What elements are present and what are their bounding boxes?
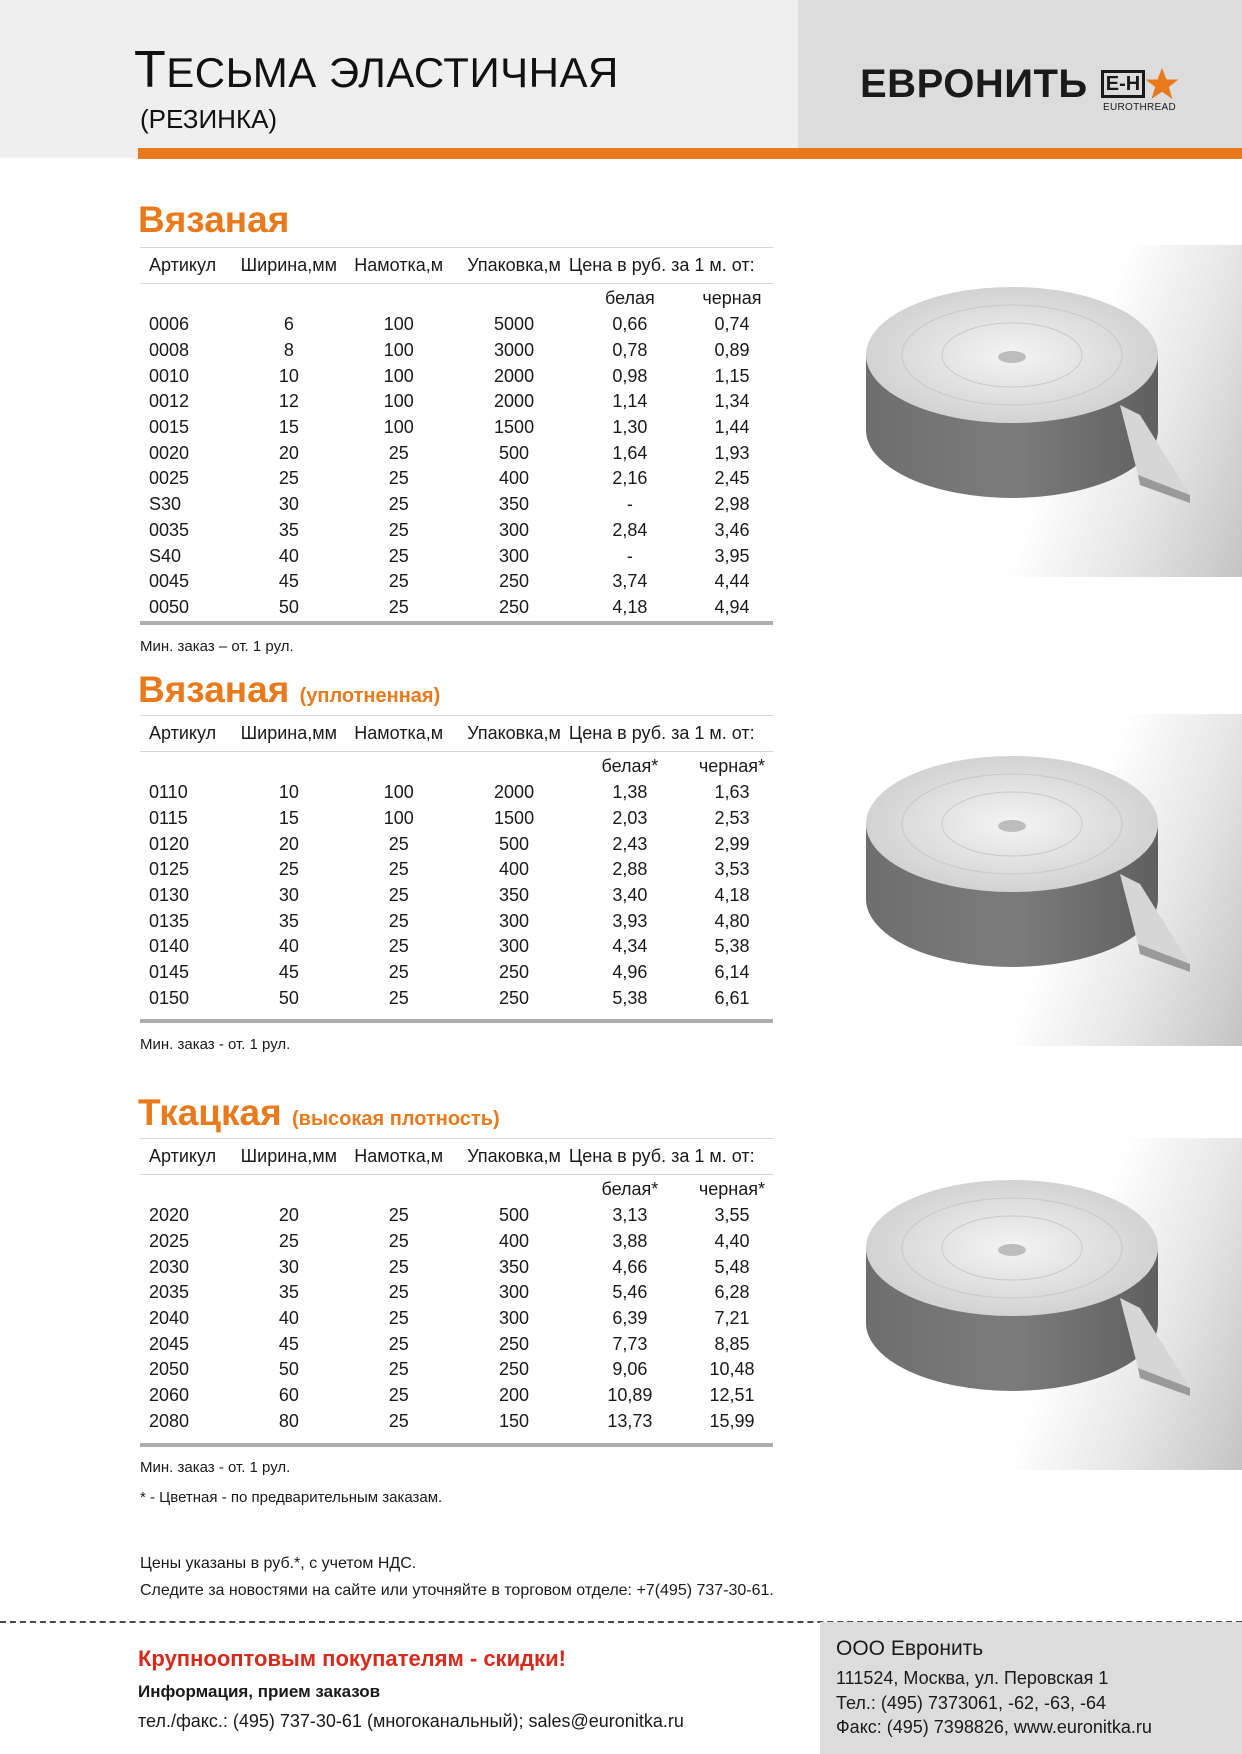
col-article: Артикул bbox=[140, 248, 239, 284]
cell-pack: 250 bbox=[499, 571, 530, 592]
cell-article: 0120 bbox=[149, 833, 190, 854]
star-icon bbox=[1144, 66, 1180, 102]
cell-price-black: 5,38 bbox=[714, 936, 750, 957]
cell-article: 2045 bbox=[149, 1333, 190, 1354]
elastic-roll-icon bbox=[798, 245, 1242, 577]
page-title-rest: ЕСЬМА ЭЛАСТИЧНАЯ bbox=[166, 49, 619, 96]
table-row bbox=[140, 312, 773, 338]
cell-price-white: 2,16 bbox=[612, 468, 648, 489]
section-title-text: Вязаная bbox=[138, 669, 290, 710]
price-table-woven bbox=[140, 1138, 773, 1434]
cell-winding: 25 bbox=[388, 833, 409, 854]
cell-pack: 400 bbox=[499, 1231, 530, 1252]
cell-article: 0035 bbox=[149, 519, 190, 540]
elastic-roll-photo bbox=[798, 1138, 1242, 1470]
cell-price-white: 3,93 bbox=[612, 910, 648, 931]
cell-pack: 200 bbox=[499, 1385, 530, 1406]
cell-pack: 300 bbox=[499, 519, 530, 540]
cell-width: 45 bbox=[278, 571, 299, 592]
prices-vat-note: Цены указаны в руб.*, с учетом НДС. bbox=[140, 1555, 417, 1572]
cell-pack: 300 bbox=[499, 1282, 530, 1303]
table-row bbox=[140, 986, 773, 1012]
table-header-row bbox=[140, 248, 773, 284]
cell-pack: 2000 bbox=[494, 782, 535, 803]
cell-price-black: 10,48 bbox=[709, 1359, 755, 1380]
cell-article: S30 bbox=[149, 494, 182, 515]
cell-winding: 100 bbox=[383, 782, 414, 803]
cell-width: 50 bbox=[278, 987, 299, 1008]
cell-pack: 300 bbox=[499, 545, 530, 566]
table-row bbox=[140, 440, 773, 466]
cell-pack: 500 bbox=[499, 442, 530, 463]
cell-width: 6 bbox=[283, 314, 294, 335]
table-row bbox=[140, 1357, 773, 1383]
cell-winding: 25 bbox=[388, 1231, 409, 1252]
cell-winding: 25 bbox=[388, 1410, 409, 1431]
cell-price-white: 5,38 bbox=[612, 987, 648, 1008]
cell-width: 30 bbox=[278, 1256, 299, 1277]
company-name: ООО Евронить bbox=[836, 1637, 984, 1660]
cell-article: 2040 bbox=[149, 1308, 190, 1329]
cell-price-white: 0,98 bbox=[612, 365, 648, 386]
price-table-knitted-dense bbox=[140, 715, 773, 1011]
cell-pack: 2000 bbox=[494, 391, 535, 412]
cell-pack: 1500 bbox=[494, 417, 535, 438]
cell-article: 0006 bbox=[149, 314, 190, 335]
cell-winding: 25 bbox=[388, 1359, 409, 1380]
cell-winding: 25 bbox=[388, 1282, 409, 1303]
cell-price-white: 1,30 bbox=[612, 417, 648, 438]
cell-width: 45 bbox=[278, 962, 299, 983]
col-price: Цена в руб. за 1 м. от: bbox=[569, 716, 773, 752]
cell-pack: 250 bbox=[499, 962, 530, 983]
cell-winding: 25 bbox=[388, 494, 409, 515]
cell-width: 35 bbox=[278, 1282, 299, 1303]
cell-article: 0012 bbox=[149, 391, 190, 412]
col-white: белая* bbox=[601, 1178, 659, 1199]
cell-price-white: 2,84 bbox=[612, 519, 648, 540]
cell-width: 30 bbox=[278, 885, 299, 906]
cell-article: 0045 bbox=[149, 571, 190, 592]
cell-pack: 150 bbox=[499, 1410, 530, 1431]
cell-winding: 100 bbox=[383, 314, 414, 335]
cell-width: 25 bbox=[278, 468, 299, 489]
cell-price-black: 6,61 bbox=[714, 987, 750, 1008]
cell-price-white: 3,13 bbox=[612, 1205, 648, 1226]
cell-width: 50 bbox=[278, 1359, 299, 1380]
col-price: Цена в руб. за 1 м. от: bbox=[569, 248, 773, 284]
elastic-roll-icon bbox=[798, 1138, 1242, 1470]
cell-price-white: 2,43 bbox=[612, 833, 648, 854]
cell-winding: 25 bbox=[388, 519, 409, 540]
cell-winding: 100 bbox=[383, 808, 414, 829]
cell-price-white: 1,14 bbox=[612, 391, 648, 412]
cell-price-white: 9,06 bbox=[612, 1359, 648, 1380]
cell-width: 80 bbox=[278, 1410, 299, 1431]
news-note: Следите за новостями на сайте или уточняйте в торговом отделе: +7(495) 737-30-61. bbox=[140, 1582, 774, 1599]
table-row bbox=[140, 1331, 773, 1357]
table-row bbox=[140, 1203, 773, 1229]
col-article: Артикул bbox=[140, 716, 239, 752]
cell-width: 20 bbox=[278, 442, 299, 463]
cell-pack: 350 bbox=[499, 494, 530, 515]
page-subtitle: (РЕЗИНКА) bbox=[140, 104, 278, 134]
elastic-roll-photo bbox=[798, 245, 1242, 577]
cell-width: 15 bbox=[278, 808, 299, 829]
cell-winding: 100 bbox=[383, 417, 414, 438]
cell-width: 20 bbox=[278, 833, 299, 854]
cell-price-black: 4,80 bbox=[714, 910, 750, 931]
cell-price-black: 1,63 bbox=[714, 782, 750, 803]
table-row bbox=[140, 934, 773, 960]
col-white: белая* bbox=[601, 755, 659, 776]
cell-width: 8 bbox=[283, 340, 294, 361]
col-pack: Упаковка,м bbox=[459, 1139, 569, 1175]
cell-pack: 350 bbox=[499, 1256, 530, 1277]
cell-price-black: 0,89 bbox=[714, 340, 750, 361]
table-row bbox=[140, 806, 773, 832]
table-row bbox=[140, 960, 773, 986]
cell-width: 50 bbox=[278, 596, 299, 617]
table-row bbox=[140, 389, 773, 415]
cell-price-black: 8,85 bbox=[714, 1333, 750, 1354]
cell-article: 0010 bbox=[149, 365, 190, 386]
col-black: черная* bbox=[698, 755, 766, 776]
cell-pack: 5000 bbox=[494, 314, 535, 335]
cell-pack: 1500 bbox=[494, 808, 535, 829]
cell-price-black: 6,14 bbox=[714, 962, 750, 983]
cell-price-black: 15,99 bbox=[709, 1410, 755, 1431]
contact-line: тел./факс.: (495) 737-30-61 (многоканальный); sales@euronitka.ru bbox=[138, 1711, 684, 1731]
table-row bbox=[140, 1229, 773, 1255]
cell-winding: 25 bbox=[388, 442, 409, 463]
cell-width: 35 bbox=[278, 519, 299, 540]
cell-price-white: 6,39 bbox=[612, 1308, 648, 1329]
min-order-note: Мин. заказ – от. 1 рул. bbox=[140, 638, 294, 655]
wholesale-promo: Крупнооптовым покупателям - скидки! bbox=[138, 1646, 566, 1671]
table-bottom-rule bbox=[140, 1019, 773, 1023]
cell-article: 0115 bbox=[149, 808, 188, 829]
col-pack: Упаковка,м bbox=[459, 248, 569, 284]
col-white: белая bbox=[605, 287, 655, 308]
cell-price-white: 3,88 bbox=[612, 1231, 648, 1252]
cell-price-black: 3,95 bbox=[714, 545, 750, 566]
company-address: 111524, Москва, ул. Перовская 1 bbox=[836, 1668, 1109, 1688]
cell-price-white: 7,73 bbox=[612, 1333, 648, 1354]
table-row bbox=[140, 831, 773, 857]
cell-width: 35 bbox=[278, 910, 299, 931]
cell-pack: 400 bbox=[499, 468, 530, 489]
cell-article: 0008 bbox=[149, 340, 190, 361]
cell-article: 0020 bbox=[149, 442, 190, 463]
cell-width: 30 bbox=[278, 494, 299, 515]
cell-winding: 25 bbox=[388, 468, 409, 489]
cell-pack: 3000 bbox=[494, 340, 535, 361]
cell-price-white: 2,88 bbox=[612, 859, 648, 880]
cell-article: 2060 bbox=[149, 1385, 190, 1406]
section-title-note: (уплотненная) bbox=[299, 685, 441, 707]
cell-pack: 250 bbox=[499, 596, 530, 617]
cell-price-white: 10,89 bbox=[607, 1385, 653, 1406]
table-row bbox=[140, 1254, 773, 1280]
cell-winding: 25 bbox=[388, 1205, 409, 1226]
cell-price-black: 1,44 bbox=[714, 417, 750, 438]
section-title-knitted-dense bbox=[138, 669, 440, 711]
cell-winding: 25 bbox=[388, 936, 409, 957]
cell-price-black: 7,21 bbox=[714, 1308, 750, 1329]
page-title-initial: Т bbox=[134, 41, 167, 99]
table-row bbox=[140, 415, 773, 441]
cell-price-white: 1,38 bbox=[612, 782, 648, 803]
cell-article: 0140 bbox=[149, 936, 190, 957]
col-winding: Намотка,м bbox=[338, 1139, 459, 1175]
col-article: Артикул bbox=[140, 1139, 239, 1175]
cell-winding: 25 bbox=[388, 962, 409, 983]
price-table-knitted bbox=[140, 247, 773, 620]
cell-article: 0125 bbox=[149, 859, 190, 880]
cell-width: 40 bbox=[278, 545, 299, 566]
cell-pack: 300 bbox=[499, 910, 530, 931]
cell-winding: 25 bbox=[388, 885, 409, 906]
section-title-text: Вязаная bbox=[138, 199, 290, 240]
elastic-roll-photo bbox=[798, 714, 1242, 1046]
cell-article: 2025 bbox=[149, 1231, 190, 1252]
cell-price-black: 4,40 bbox=[714, 1231, 750, 1252]
cell-winding: 25 bbox=[388, 1308, 409, 1329]
cell-price-white: 2,03 bbox=[612, 808, 648, 829]
col-winding: Намотка,м bbox=[338, 716, 459, 752]
table-header-row bbox=[140, 716, 773, 752]
cell-width: 25 bbox=[278, 859, 299, 880]
cell-article: 0135 bbox=[149, 910, 190, 931]
section-title-woven bbox=[138, 1092, 500, 1134]
col-width: Ширина,мм bbox=[239, 248, 338, 284]
cell-price-black: 1,34 bbox=[714, 391, 750, 412]
cell-pack: 250 bbox=[499, 1333, 530, 1354]
cell-width: 40 bbox=[278, 1308, 299, 1329]
cell-winding: 25 bbox=[388, 987, 409, 1008]
cell-price-white: 4,34 bbox=[612, 936, 648, 957]
table-row bbox=[140, 492, 773, 518]
cell-price-white: 13,73 bbox=[607, 1410, 653, 1431]
table-bottom-rule bbox=[140, 621, 773, 625]
cell-width: 15 bbox=[278, 417, 299, 438]
table-row bbox=[140, 1409, 773, 1435]
table-bottom-rule bbox=[140, 1443, 773, 1447]
cell-price-white: 1,64 bbox=[612, 442, 648, 463]
cell-article: 2080 bbox=[149, 1410, 190, 1431]
col-pack: Упаковка,м bbox=[459, 716, 569, 752]
cell-winding: 25 bbox=[388, 596, 409, 617]
cell-price-white: - bbox=[626, 545, 633, 566]
col-black: черная bbox=[702, 287, 762, 308]
cell-price-black: 4,94 bbox=[714, 596, 750, 617]
cell-price-black: 2,45 bbox=[714, 468, 750, 489]
cell-width: 40 bbox=[278, 936, 299, 957]
cell-width: 10 bbox=[278, 782, 299, 803]
cell-price-white: 4,96 bbox=[612, 962, 648, 983]
cell-article: 0130 bbox=[149, 885, 190, 906]
table-row bbox=[140, 518, 773, 544]
col-width: Ширина,мм bbox=[239, 716, 338, 752]
cell-pack: 250 bbox=[499, 1359, 530, 1380]
header-accent-bar bbox=[138, 148, 1242, 159]
table-header-row bbox=[140, 1139, 773, 1175]
table-subheader-row bbox=[140, 752, 773, 781]
cell-article: 2035 bbox=[149, 1282, 190, 1303]
cell-price-white: 4,18 bbox=[612, 596, 648, 617]
cell-winding: 25 bbox=[388, 859, 409, 880]
cell-price-black: 1,93 bbox=[714, 442, 750, 463]
cell-price-black: 2,98 bbox=[714, 494, 750, 515]
cell-article: 0145 bbox=[149, 962, 190, 983]
col-black: черная* bbox=[698, 1178, 766, 1199]
cell-article: 2030 bbox=[149, 1256, 190, 1277]
logo-subtext: EUROTHREAD bbox=[1103, 102, 1177, 113]
orders-info-label: Информация, прием заказов bbox=[138, 1682, 381, 1701]
color-order-note: * - Цветная - по предварительным заказам. bbox=[140, 1489, 443, 1506]
table-row bbox=[140, 908, 773, 934]
section-title-note: (высокая плотность) bbox=[292, 1108, 500, 1130]
cell-article: 0150 bbox=[149, 987, 190, 1008]
cell-winding: 100 bbox=[383, 340, 414, 361]
table-row bbox=[140, 1383, 773, 1409]
cell-winding: 25 bbox=[388, 1333, 409, 1354]
cell-price-black: 0,74 bbox=[714, 314, 750, 335]
table-row bbox=[140, 1306, 773, 1332]
cell-article: 0110 bbox=[149, 782, 188, 803]
page-title bbox=[134, 40, 619, 103]
col-width: Ширина,мм bbox=[239, 1139, 338, 1175]
table-row bbox=[140, 857, 773, 883]
cell-article: 0025 bbox=[149, 468, 190, 489]
cell-width: 12 bbox=[278, 391, 299, 412]
table-row bbox=[140, 780, 773, 806]
cell-article: 2050 bbox=[149, 1359, 190, 1380]
cell-pack: 400 bbox=[499, 859, 530, 880]
cell-width: 25 bbox=[278, 1231, 299, 1252]
cell-winding: 25 bbox=[388, 545, 409, 566]
cell-pack: 2000 bbox=[494, 365, 535, 386]
cell-price-black: 4,44 bbox=[714, 571, 750, 592]
cell-price-black: 2,53 bbox=[714, 808, 750, 829]
cell-winding: 25 bbox=[388, 910, 409, 931]
cell-winding: 25 bbox=[388, 1385, 409, 1406]
table-row bbox=[140, 543, 773, 569]
table-row bbox=[140, 363, 773, 389]
cell-price-white: 4,66 bbox=[612, 1256, 648, 1277]
cell-article: S40 bbox=[149, 545, 182, 566]
cell-pack: 500 bbox=[499, 833, 530, 854]
cell-price-black: 1,15 bbox=[714, 365, 750, 386]
cell-winding: 100 bbox=[383, 365, 414, 386]
min-order-note: Мин. заказ - от. 1 рул. bbox=[140, 1459, 291, 1476]
cell-winding: 25 bbox=[388, 1256, 409, 1277]
cell-price-white: 0,78 bbox=[612, 340, 648, 361]
cell-price-black: 3,53 bbox=[714, 859, 750, 880]
cell-width: 45 bbox=[278, 1333, 299, 1354]
cell-width: 60 bbox=[278, 1385, 299, 1406]
cell-pack: 500 bbox=[499, 1205, 530, 1226]
cell-price-black: 5,48 bbox=[714, 1256, 750, 1277]
cell-pack: 250 bbox=[499, 987, 530, 1008]
table-row bbox=[140, 883, 773, 909]
cell-article: 2020 bbox=[149, 1205, 190, 1226]
company-fax: Факс: (495) 7398826, www.euronitka.ru bbox=[836, 1717, 1152, 1737]
min-order-note: Мин. заказ - от. 1 рул. bbox=[140, 1036, 291, 1053]
cell-article: 0015 bbox=[149, 417, 190, 438]
table-row bbox=[140, 466, 773, 492]
table-subheader-row bbox=[140, 1175, 773, 1204]
cell-price-white: 3,40 bbox=[612, 885, 648, 906]
cell-price-black: 3,46 bbox=[714, 519, 750, 540]
section-title-text: Ткацкая bbox=[138, 1092, 282, 1133]
cell-price-black: 12,51 bbox=[709, 1385, 755, 1406]
cell-pack: 300 bbox=[499, 936, 530, 957]
cell-price-black: 6,28 bbox=[714, 1282, 750, 1303]
table-row bbox=[140, 595, 773, 621]
section-title-knitted bbox=[138, 199, 289, 241]
logo-box: Е-Н bbox=[1101, 70, 1145, 98]
table-row bbox=[140, 569, 773, 595]
company-phone: Тел.: (495) 7373061, -62, -63, -64 bbox=[836, 1693, 1107, 1713]
cell-price-white: 3,74 bbox=[612, 571, 648, 592]
cell-price-black: 2,99 bbox=[714, 833, 750, 854]
logo-text: ЕВРОНИТЬ bbox=[860, 62, 1088, 106]
elastic-roll-icon bbox=[798, 714, 1242, 1046]
cell-width: 20 bbox=[278, 1205, 299, 1226]
table-row bbox=[140, 1280, 773, 1306]
table-subheader-row bbox=[140, 284, 773, 313]
cell-pack: 300 bbox=[499, 1308, 530, 1329]
cell-price-black: 3,55 bbox=[714, 1205, 750, 1226]
cell-width: 10 bbox=[278, 365, 299, 386]
cell-pack: 350 bbox=[499, 885, 530, 906]
cell-price-white: 0,66 bbox=[612, 314, 648, 335]
col-winding: Намотка,м bbox=[338, 248, 459, 284]
cell-price-white: - bbox=[626, 494, 633, 515]
cell-winding: 100 bbox=[383, 391, 414, 412]
cell-winding: 25 bbox=[388, 571, 409, 592]
cell-price-white: 5,46 bbox=[612, 1282, 648, 1303]
cell-price-black: 4,18 bbox=[714, 885, 750, 906]
cell-article: 0050 bbox=[149, 596, 190, 617]
col-price: Цена в руб. за 1 м. от: bbox=[569, 1139, 773, 1175]
table-row bbox=[140, 338, 773, 364]
